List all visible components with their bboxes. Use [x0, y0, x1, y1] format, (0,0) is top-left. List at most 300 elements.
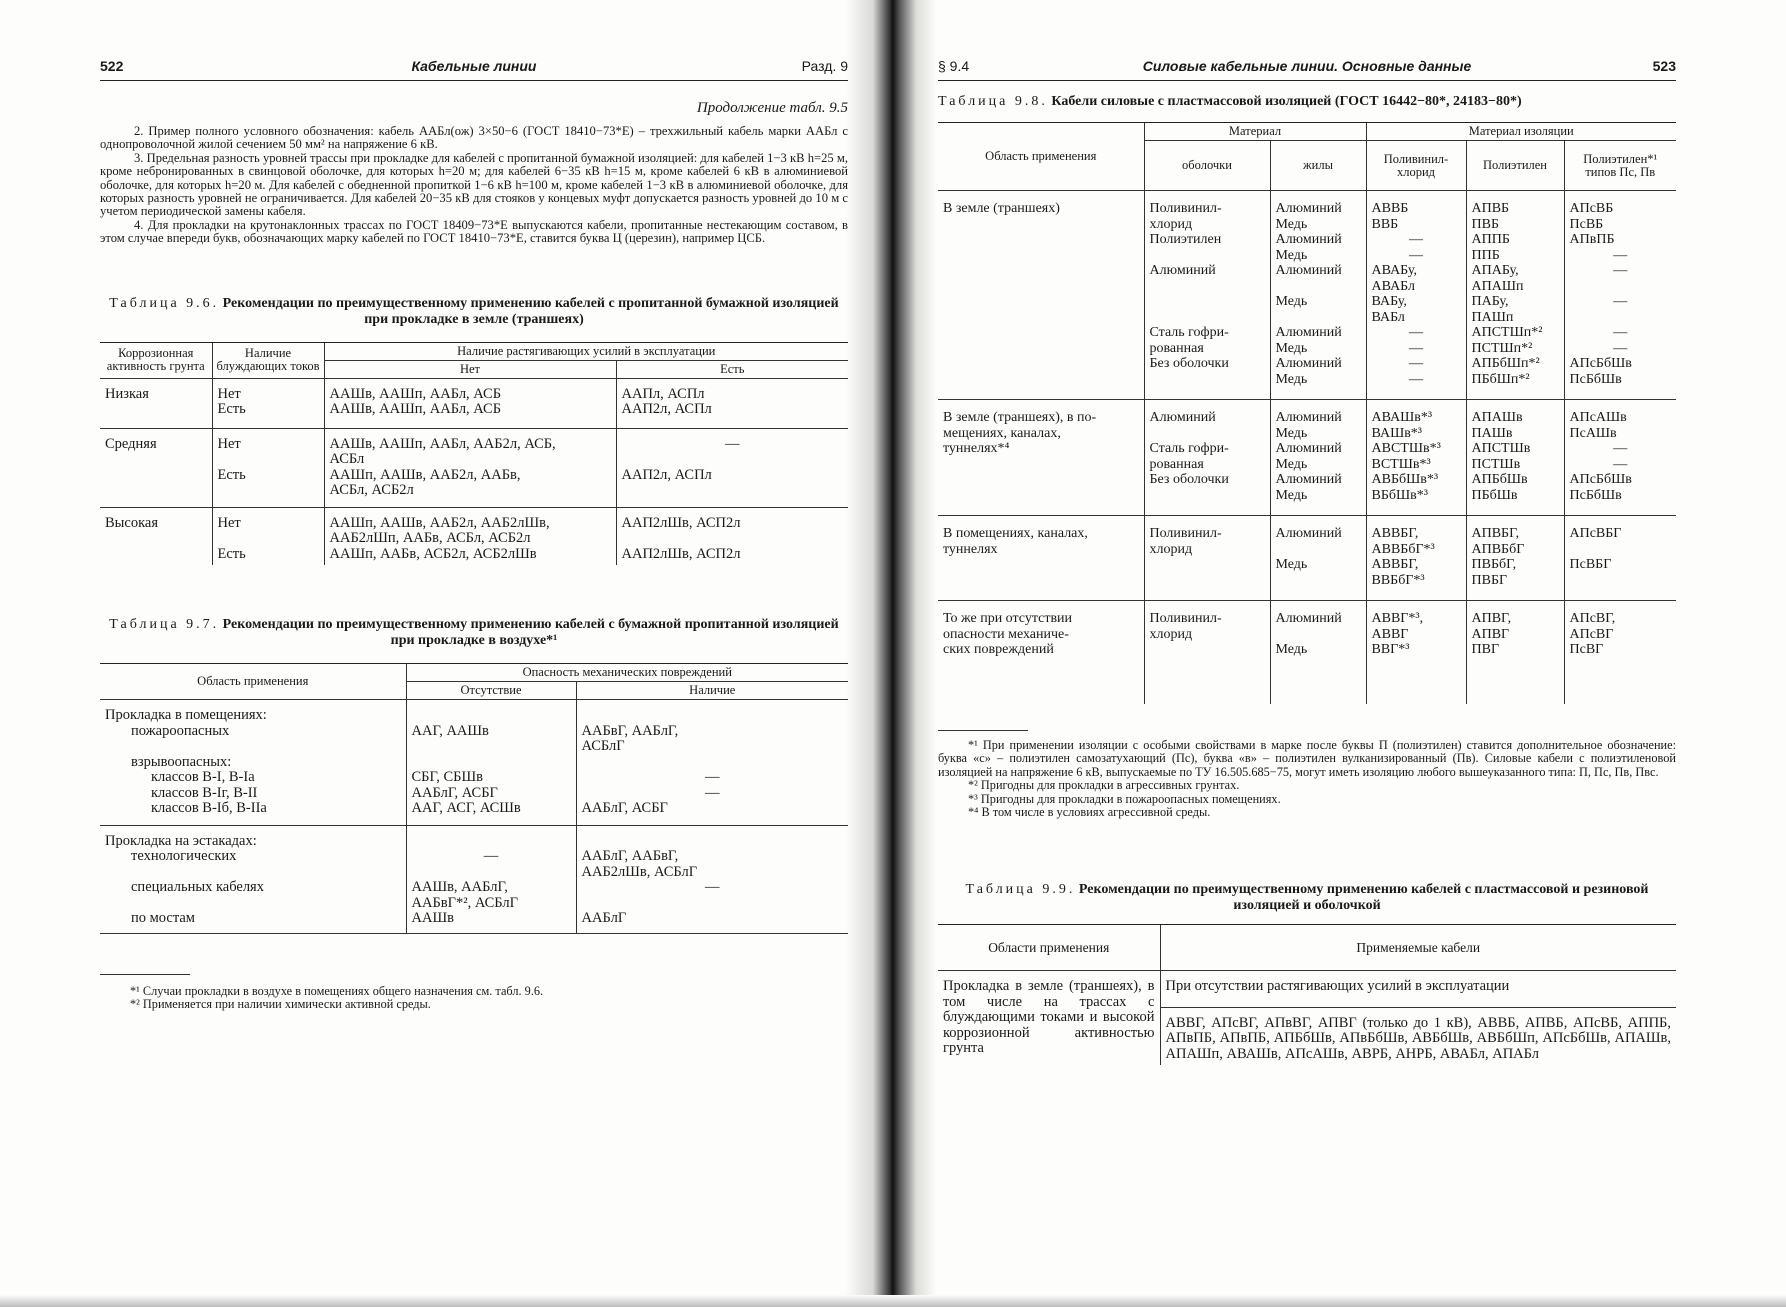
cell-line: — [1613, 456, 1628, 472]
cell-line: — [1613, 294, 1628, 309]
table-row [100, 378, 848, 428]
cell-line: Алюминий [1275, 410, 1342, 425]
cell-line: Без оболочки [1149, 472, 1229, 487]
cell-line [1276, 279, 1361, 295]
cell-line: Медь [1275, 340, 1308, 356]
cell-line: АСБл, АСБ2л [329, 482, 414, 499]
col-header-corrosion: Коррозионная активность грунта [100, 342, 212, 378]
cell-line: ААШв, ААШп, ААБл, АСБ [329, 401, 502, 418]
col-header-material: Материал [1144, 123, 1366, 141]
cell-line: Прокладка на эстакадах: [105, 832, 257, 849]
cell-present [576, 825, 848, 933]
cell-line: АСБлГ [581, 738, 625, 755]
cell-sheath [1144, 516, 1270, 601]
cell-activity: Высокая [105, 514, 159, 531]
cell-line: АПВГ [1471, 626, 1510, 642]
note-paragraph: 3. Предельная разность уровней трассы при прокладке для кабелей с пропитанной бумажной изоляцией: для кабелей 1−3 кВ h=25 м, кроме небронированных в свинцовой оболочке, для которых h=20 м; для кабелей 6−35 кВ h=15 м, кроме кабелей 6 кВ в алюминиевой оболочке, для которых h=20 м. Для кабелей с обедненной пропиткой 1−6 кВ h=100 м, кроме кабелей 1−3 кВ в алюминиевой оболочке, для которых разность уровней не ограничивается. Для кабелей 20−35 кВ для стояков у концевых муфт допускается разность уровней до 10 м с учетом периодической замены кабеля. [100, 150, 848, 219]
cell-line: — [1409, 371, 1423, 387]
table-row [938, 601, 1676, 704]
cell-line: Алюминий [1275, 201, 1342, 216]
cell-line: АПсАШв [1569, 410, 1627, 425]
cell-line: Медь [1275, 557, 1308, 572]
cell-line: АПвПБ [1569, 232, 1615, 247]
footnote: *² Применяется при наличии химически активной среды. [130, 997, 431, 1012]
cell-line: ПАБу, [1471, 294, 1509, 309]
cell-line: ППБ [1471, 247, 1500, 263]
cell-xpe [1564, 191, 1676, 400]
col-header-insulation: Материал изоляции [1366, 123, 1676, 141]
cell-line: Алюминий [1275, 263, 1342, 278]
cell-line: АВСТШв*³ [1371, 441, 1441, 456]
cell-line [1150, 488, 1265, 504]
cell-line [582, 755, 844, 771]
cell-line: Алюминий [1275, 232, 1342, 247]
cell-present [576, 700, 848, 826]
cell-line: ПсАШв [1569, 425, 1617, 441]
cell-line: АПВБГ, [1471, 526, 1520, 541]
table-title: Рекомендации по преимущественному применению кабелей с пластмассовой и резиновой изоляцией и оболочкой [1078, 882, 1649, 914]
col-header-yes: Есть [616, 360, 848, 378]
cell-line: классов В-Iб, В-IIа [151, 800, 267, 817]
left-page-number: 522 [100, 58, 124, 74]
cell-line: ВАБл [1371, 309, 1405, 325]
cell-line [1276, 573, 1361, 589]
cell-line [943, 457, 1139, 473]
table-row [100, 428, 848, 507]
cell-line: Медь [1275, 294, 1308, 309]
cell-line: ВСТШв*³ [1371, 456, 1431, 472]
cell-line: АВВБГ, [1371, 526, 1419, 541]
right-section: § 9.4 [938, 58, 970, 74]
col-header-absent: Отсутствие [406, 682, 576, 700]
footnote: *⁴ В том числе в условиях агрессивной среды. [968, 805, 1211, 820]
cell-sheath [1144, 400, 1270, 516]
cell-line: ПБбШв [1471, 487, 1518, 503]
cell-line: Полиэтилен [1149, 232, 1222, 247]
cell-line [943, 325, 1139, 341]
cell-line [218, 483, 319, 499]
cell-line: АВВБГ, [1371, 557, 1419, 572]
footnote: *³ Пригодны для прокладки в пожароопасных помещениях. [968, 791, 1281, 806]
cell-line: АПсВГ [1569, 626, 1614, 642]
cell-pvc [1366, 400, 1466, 516]
col-header-cables: Применяемые кабели [1160, 925, 1676, 971]
col-header-pe: Полиэтилен [1466, 141, 1564, 191]
cell-line: ААШп, ААШв, ААБ2л, ААБв, [329, 466, 521, 483]
cell-line: АВВГ [1371, 626, 1409, 642]
cell-line: ААБвГ*², АСБлГ [411, 894, 519, 911]
cell-line: Алюминий [1149, 410, 1216, 425]
col-header-stray-currents: Наличие блуждающих токов [212, 342, 324, 378]
cell-area [938, 516, 1144, 601]
cell-line: Есть [217, 466, 246, 483]
cell-line: туннелях [943, 541, 998, 557]
cell-line: В земле (траншеях) [943, 201, 1060, 216]
cell-line [943, 573, 1139, 589]
cell-line: — [705, 769, 720, 786]
table-label: Таблица 9.7. [109, 617, 220, 633]
cell-line: ВАБу, [1371, 294, 1407, 309]
cell-core [1270, 601, 1366, 704]
cell-line: рованная [1149, 340, 1204, 356]
cell-line: рованная [1149, 456, 1204, 472]
cell-line: Поливинил- [1149, 526, 1222, 541]
cell-line: ВВБ [1371, 216, 1399, 232]
cell-line [412, 755, 571, 771]
header-rule [100, 80, 848, 81]
cell-line [1570, 573, 1672, 589]
cell-line: Медь [1275, 425, 1308, 441]
table-9-7-footnotes [100, 985, 848, 1012]
cell-line: АВАШв*³ [1371, 410, 1433, 425]
cell-line [1570, 279, 1672, 295]
cell-xpe [1564, 601, 1676, 704]
table-9-8 [938, 122, 1676, 704]
cell-line [412, 708, 571, 724]
cell-line: — [1613, 325, 1628, 340]
cell-line [943, 263, 1139, 279]
cell-line: ААШп, ААБв, АСБ2л, АСБ2лШв [329, 545, 537, 562]
col-header-present: Наличие [576, 682, 848, 700]
cell-line [582, 896, 844, 912]
cell-line: — [1613, 247, 1628, 263]
cell-line: ААПл, АСПл [621, 385, 705, 402]
table-9-6-caption [100, 296, 848, 328]
cell-line [1150, 248, 1265, 264]
cell-line [622, 531, 844, 547]
col-header-areas: Области применения [938, 925, 1160, 971]
table-9-7-caption [100, 617, 848, 649]
cell-line: ских повреждений [943, 642, 1054, 657]
cell-area [938, 400, 1144, 516]
cell-line [943, 472, 1139, 488]
cell-line: АСБл [329, 451, 365, 468]
cell-line: АПВГ, [1471, 611, 1512, 626]
cell-line: ВАШв*³ [1371, 425, 1422, 441]
table-row [938, 971, 1676, 1008]
left-section-label: Разд. 9 [801, 58, 848, 74]
cell-line [1150, 294, 1265, 310]
cell-line: — [1409, 356, 1423, 371]
cell-line [412, 834, 571, 850]
cell-line: СБГ, СБШв [411, 769, 483, 786]
cell-line: Алюминий [1275, 325, 1342, 340]
table-label: Таблица 9.9. [965, 882, 1076, 898]
cell-line: ААГ, АСГ, АСШв [411, 800, 521, 817]
table-row [100, 825, 848, 933]
cell-line [1570, 310, 1672, 326]
cell-xpe [1564, 400, 1676, 516]
cell-line: АВВБбГ*³ [1371, 541, 1435, 557]
cell-line: АПсВГ, [1569, 611, 1616, 626]
cell-line: АВБбШв*³ [1371, 472, 1439, 487]
cell-pe [1466, 191, 1564, 400]
cell-line [105, 739, 401, 755]
cell-line: ПАШв [1471, 425, 1513, 441]
left-page [100, 0, 848, 1307]
cell-line: АПСТШп*² [1471, 325, 1543, 340]
right-running-head [938, 58, 1676, 86]
cell-line [943, 356, 1139, 372]
cell-line: Сталь гофри- [1149, 441, 1229, 456]
cell-line: ААБлГ, ААБвГ, [581, 848, 679, 865]
cell-line: ААБ2лШв, АСБлГ [581, 863, 698, 880]
cell-line: — [705, 784, 720, 801]
cell-line: АПАБу, [1471, 263, 1519, 278]
cell-line: Сталь гофри- [1149, 325, 1229, 340]
cell-line: ААШв [411, 910, 454, 927]
cell-line [943, 248, 1139, 264]
cell-sheath [1144, 191, 1270, 400]
cell-line [1150, 310, 1265, 326]
col-header-no: Нет [324, 360, 616, 378]
cell-sheath [1144, 601, 1270, 704]
cell-line: Прокладка в помещениях: [105, 707, 267, 724]
cell-line [582, 708, 844, 724]
cell-line: классов В-Iг, В-II [151, 784, 258, 801]
cell-line [1150, 372, 1265, 388]
left-running-head [100, 58, 848, 86]
cell-line: Есть [217, 545, 246, 562]
cell-line: Медь [1275, 216, 1308, 232]
col-header-area: Область применения [100, 664, 406, 700]
cell-line: ПБбШп*² [1471, 371, 1530, 387]
cell-line: Есть [217, 401, 246, 418]
footnote-rule [100, 974, 190, 975]
cell-line [1276, 310, 1361, 326]
cell-line: АПАШп [1471, 278, 1524, 294]
cell-line: Алюминий [1275, 611, 1342, 626]
cell-line [1150, 642, 1265, 658]
cell-line [1150, 557, 1265, 573]
cell-line: АВВБ [1371, 201, 1409, 216]
cell-activity: Средняя [105, 435, 157, 452]
footnote: *¹ Случаи прокладки в воздухе в помещениях общего назначения см. табл. 9.6. [130, 983, 544, 998]
cell-area: Прокладка в земле (траншеях), в том числе на трассах с блуждающими токами и высокой коррозионной активностью грунта [943, 978, 1155, 1057]
cell-line: ПВБбГ, [1471, 557, 1517, 572]
cell-line: Алюминий [1275, 441, 1342, 456]
cell-line [943, 557, 1139, 573]
cell-activity: Низкая [105, 385, 149, 402]
col-header-danger: Опасность механических повреждений [406, 664, 848, 682]
footnote: *¹ При применении изоляции с особыми свойствами в марке после буквы П (полиэтилен) ставится дополнительное обозначение: буква «с» – полиэтилен самозатухающий (Пс), буква «в» – полиэтилен вулканизированный (Пв). Силовые кабели с полиэтиленовой изоляцией на напряжение 6 кВ, выпускаемые по ТУ 16.505.685−75, могут иметь изоляцию любого вышеуказанного типа: П, Пс, Пв, Пвс. [938, 737, 1676, 779]
cell-line [943, 294, 1139, 310]
cell-line: АПБбШп*² [1471, 356, 1540, 371]
cell-line: Алюминий [1149, 263, 1216, 278]
cell-line: хлорид [1149, 626, 1193, 642]
cell-absent [406, 825, 576, 933]
cell-line: Алюминий [1275, 526, 1342, 541]
table-9-8-footnotes [938, 739, 1676, 821]
cell-line: ААП2лШв, АСП2л [621, 545, 741, 562]
cell-line [412, 865, 571, 881]
cell-line: АПсБбШв [1569, 472, 1632, 487]
cell-line: ААБлГ [581, 910, 627, 927]
table-9-9 [938, 924, 1676, 1065]
cell-line: взрывоопасных: [131, 753, 232, 770]
cell-line [943, 488, 1139, 504]
cell-line [412, 739, 571, 755]
cell-line: АПсВБГ [1569, 526, 1622, 541]
cell-line [1150, 426, 1265, 442]
cell-line: пожароопасных [131, 722, 230, 739]
cell-xpe [1564, 516, 1676, 601]
book-gutter [846, 0, 936, 1307]
cell-line [1570, 542, 1672, 558]
col-header-tension: Наличие растягивающих усилий в эксплуатации [324, 342, 848, 360]
cell-pe [1466, 516, 1564, 601]
cell-line: ВБбШв*³ [1371, 487, 1428, 503]
note-paragraph: 4. Для прокладки на крутонаклонных трассах по ГОСТ 18409−73*Е выпускаются кабели, пропитанные нестекающим составом, в этом случае впереди букв, обозначающих марку кабелей по ГОСТ 18410−73*Е, ставится буква Ц (церезин), например ЦСБ. [100, 217, 848, 246]
cell-line: ААБвГ, ААБлГ, [581, 722, 679, 739]
cell-line: ПАШп [1471, 309, 1514, 325]
header-rule [938, 80, 1676, 81]
table-row [938, 191, 1676, 400]
right-page [938, 0, 1676, 1307]
cell-line [1150, 573, 1265, 589]
cell-line: туннелях*⁴ [943, 441, 1010, 456]
cell-line: То же при отсутствии [943, 611, 1073, 626]
cell-area [100, 825, 406, 933]
table-title: Рекомендации по преимущественному применению кабелей с бумажной пропитанной изоляцией при прокладке в воздухе*¹ [222, 617, 839, 649]
cell-line: — [1409, 340, 1423, 356]
right-page-number: 523 [1652, 58, 1676, 74]
cell-line: Нет [217, 435, 241, 452]
cell-line: АВАБу, [1371, 263, 1417, 278]
cell-line: АПВБбГ [1471, 541, 1525, 557]
cell-line: Алюминий [1275, 356, 1342, 371]
cell-line: ААП2лШв, АСП2л [621, 514, 741, 531]
cell-line: ВВБбГ*³ [1371, 572, 1425, 588]
cell-line: Медь [1275, 247, 1308, 263]
cell-line: Поливинил- [1149, 611, 1222, 626]
table-notes [100, 125, 848, 246]
cell-line: ПВГ [1471, 642, 1500, 657]
cell-pvc [1366, 191, 1466, 400]
col-header-pvc: Поливинил-хлорид [1366, 141, 1466, 191]
cell-line: — [1613, 340, 1628, 356]
cell-line: Медь [1275, 487, 1308, 503]
cell-line: ПСТШп*² [1471, 340, 1533, 356]
cell-line [943, 341, 1139, 357]
table-title: Рекомендации по преимущественному применению кабелей с пропитанной бумажной изоляцией при прокладке в земле (траншеях) [222, 295, 839, 327]
cell-line [105, 865, 401, 881]
cell-line: АПБбШв [1471, 472, 1528, 487]
cell-line: специальных кабелях [131, 879, 264, 896]
cell-line: Алюминий [1275, 472, 1342, 487]
cell-line [943, 310, 1139, 326]
cell-line: — [1613, 441, 1628, 456]
cell-line: Нет [217, 385, 241, 402]
cell-core [1270, 516, 1366, 601]
cell-line: технологических [131, 848, 237, 865]
cell-line: — [483, 848, 499, 865]
cell-line: АВАБл [1371, 278, 1416, 294]
cell-line [218, 531, 319, 547]
cell-pvc [1366, 601, 1466, 704]
cell-line: ААШв, ААБлГ, [411, 879, 508, 896]
cell-line: Медь [1275, 642, 1308, 657]
cell-area [100, 700, 406, 826]
cell-line: ААБлГ, АСБГ [411, 784, 498, 801]
cell-condition: При отсутствии растягивающих усилий в эксплуатации [1160, 971, 1676, 1008]
cell-line: Поливинил- [1149, 201, 1222, 216]
cell-line: ПВБГ [1471, 572, 1508, 588]
cell-line: ПВБ [1471, 216, 1499, 232]
cell-line: хлорид [1149, 216, 1193, 232]
right-running-title: Силовые кабельные линии. Основные данные [1142, 58, 1472, 74]
cell-line: Нет [217, 514, 241, 531]
footnote: *² Пригодны для прокладки в агрессивных грунтах. [968, 778, 1240, 793]
cell-line [943, 217, 1139, 233]
cell-line: ААП2л, АСПл [621, 466, 712, 483]
cell-pe [1466, 400, 1564, 516]
table-9-8-caption [938, 94, 1676, 110]
cell-line: классов В-I, В-Iа [151, 769, 255, 786]
cell-line: Медь [1275, 456, 1308, 472]
cell-line [622, 483, 844, 499]
cell-line: Без оболочки [1149, 356, 1229, 371]
note-paragraph: 2. Пример полного условного обозначения: кабель ААБл(ож) 3×50−6 (ГОСТ 18410−73*Е) – трехжильный кабель марки ААБл с однопроволочной жилой сечением 50 мм² на напряжение 6 кВ. [100, 124, 848, 152]
cell-line: ПсВБ [1569, 216, 1604, 232]
col-header-sheath: оболочки [1144, 141, 1270, 191]
col-header-core: жилы [1270, 141, 1366, 191]
cell-line: ПсБбШв [1569, 371, 1622, 387]
cell-line: ААГ, ААШв [411, 722, 489, 739]
cell-line: АПсБбШв [1569, 356, 1632, 371]
cell-line: по мостам [131, 910, 195, 927]
col-header-area: Область применения [938, 123, 1144, 191]
table-9-7 [100, 663, 848, 934]
col-header-xpe: Полиэтилен*¹ типов Пс, Пв [1564, 141, 1676, 191]
cell-line: АПВБ [1471, 201, 1510, 216]
cell-line: АПСТШв [1471, 441, 1531, 456]
cell-line: — [1409, 325, 1423, 340]
cell-line: Медь [1275, 371, 1308, 387]
cell-line [943, 232, 1139, 248]
footnote-rule [938, 730, 1028, 731]
cell-line: ПСТШв [1471, 456, 1521, 472]
cell-area [938, 191, 1144, 400]
table-row [100, 507, 848, 565]
cell-line: АППБ [1471, 232, 1510, 247]
cell-line [582, 834, 844, 850]
table-row [938, 516, 1676, 601]
cell-line: — [705, 879, 720, 896]
cell-line [1150, 279, 1265, 295]
table-9-9-caption [938, 882, 1676, 914]
cell-line: — [725, 435, 740, 452]
cell-line: хлорид [1149, 541, 1193, 557]
cell-line: ААБлГ, АСБГ [581, 800, 668, 817]
cell-line: ААП2л, АСПл [621, 401, 712, 418]
cell-line: опасности механиче- [943, 626, 1069, 642]
cell-line [622, 452, 844, 468]
cell-line: АВВГ*³, [1371, 611, 1424, 626]
cell-line [1276, 627, 1361, 643]
cell-line: мещениях, каналах, [943, 425, 1061, 441]
continuation-label: Продолжение табл. 9.5 [696, 100, 848, 116]
cell-absent [406, 700, 576, 826]
table-9-6 [100, 342, 848, 566]
cell-line: ПсБбШв [1569, 487, 1622, 503]
cell-line [218, 452, 319, 468]
cell-line: — [1409, 247, 1423, 263]
cell-line: ААШп, ААШв, ААБ2л, ААБ2лШв, [329, 514, 550, 531]
cell-line: АПАШв [1471, 410, 1523, 425]
cell-cables: АВВГ, АПсВГ, АПвВГ, АПВГ (только до 1 кВ), АВВБ, АПВБ, АПсВБ, АППБ, АПвПБ, АПвПБ, АПБбШв, АПвБбШв, АВБбШв, АВБбШп, АПсБбШв, АПАШв, АПАШп, АВАШв, АПсАШв, АВРБ, АНРБ, АВАБл, АПАБл [1160, 1007, 1676, 1065]
cell-line [943, 279, 1139, 295]
